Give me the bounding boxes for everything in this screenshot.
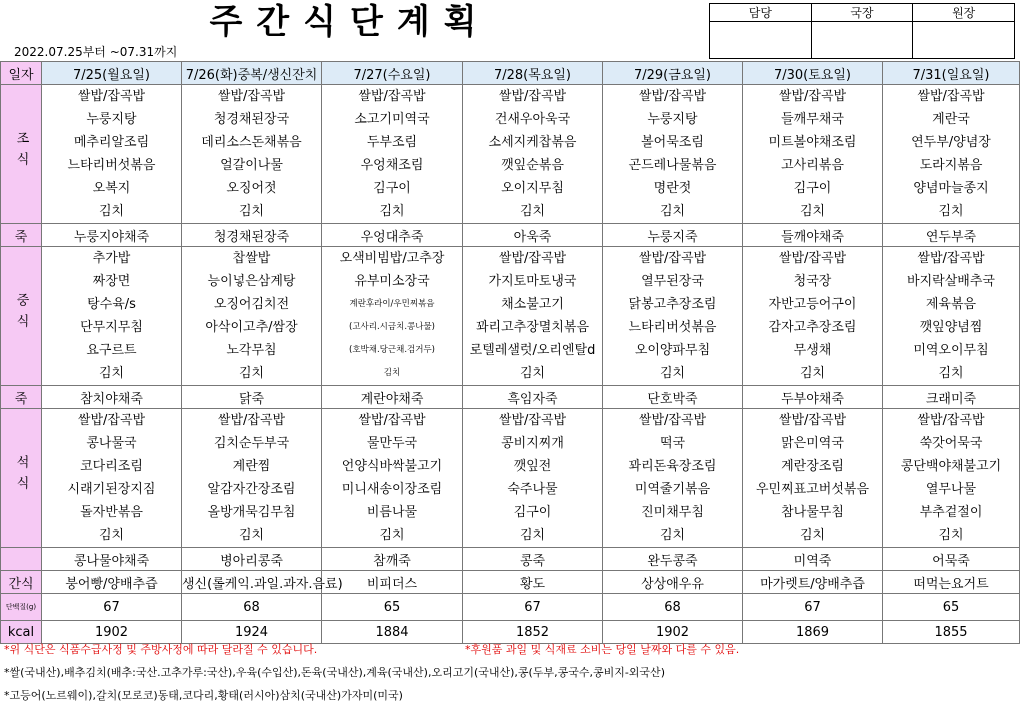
porridge1-cell: 들깨야채죽 — [743, 224, 883, 247]
day-header: 7/29(금요일) — [603, 62, 743, 85]
lunch-label — [1, 247, 42, 386]
kcal-cell: 1902 — [42, 621, 182, 644]
note-donation: *후원품 과일 및 식재료 소비는 당일 날짜와 다를 수 있음. — [465, 643, 740, 656]
porridge3-cell: 미역죽 — [743, 548, 883, 571]
porridge3-cell: 어묵죽 — [883, 548, 1020, 571]
breakfast-label-text: 조식 — [13, 131, 29, 173]
period-label: 2022.07.25부터 ~07.31까지 — [14, 45, 178, 59]
menu-item: 돌자반볶음 — [80, 505, 143, 520]
menu-item: 오색비빔밥/고추장 — [339, 251, 445, 266]
approval-box — [709, 3, 1015, 59]
menu-item: 청경채된장국 — [213, 112, 290, 127]
snack-row — [1, 571, 1020, 594]
menu-item: 고사리볶음 — [781, 158, 844, 173]
menu-item: 오복지 — [92, 181, 131, 196]
menu-item: 쌀밥/잡곡밥 — [358, 89, 426, 104]
menu-item: 추가밥 — [92, 251, 131, 266]
menu-item: 누룽지탕 — [86, 112, 137, 127]
snack-cell: 비피더스 — [322, 571, 463, 594]
porridge1-cell: 우엉대추죽 — [322, 224, 463, 247]
day-header: 7/27(수요일) — [322, 62, 463, 85]
approval-label-manager: 담당 — [710, 4, 812, 22]
menu-item: 쑥갓어묵국 — [919, 436, 983, 451]
menu-item: 채소불고기 — [501, 297, 564, 312]
snack-cell: 붕어빵/양배추즙 — [42, 571, 182, 594]
menu-item: 물만두국 — [366, 436, 418, 451]
menu-item: 김치 — [98, 528, 125, 543]
porridge2-cell: 닭죽 — [182, 386, 322, 409]
porridge1-cell: 누룽지죽 — [603, 224, 743, 247]
menu-item: 김치 — [938, 528, 964, 543]
menu-item: 깻잎양념찜 — [919, 320, 983, 335]
menu-item: 떡국 — [659, 436, 686, 451]
lunch-cell — [463, 247, 603, 386]
menu-item: 쌀밥/잡곡밥 — [77, 413, 146, 428]
menu-item: 소고기미역국 — [354, 112, 430, 127]
approval-sign-head[interactable] — [913, 22, 1015, 59]
kcal-label: kcal — [1, 621, 42, 644]
protein-cell: 68 — [603, 594, 743, 621]
menu-item: 김치 — [519, 204, 546, 219]
porridge3-cell: 병아리콩죽 — [182, 548, 322, 571]
menu-item: 쌀밥/잡곡밥 — [358, 413, 426, 428]
menu-item: 느타리버섯볶음 — [628, 320, 717, 335]
menu-item: 쌀밥/잡곡밥 — [217, 413, 286, 428]
breakfast-row — [1, 85, 1020, 224]
menu-item: 진미채무침 — [641, 505, 704, 520]
porridge3-cell: 완두콩죽 — [603, 548, 743, 571]
protein-row — [1, 594, 1020, 621]
menu-item: 김치 — [238, 204, 265, 219]
porridge1-cell: 연두부죽 — [883, 224, 1020, 247]
menu-item: 올방개묵김무침 — [207, 505, 296, 520]
kcal-cell: 1924 — [182, 621, 322, 644]
menu-item: 비름나물 — [366, 505, 418, 520]
porridge-row-3 — [1, 548, 1020, 571]
menu-item: 김치 — [379, 528, 405, 543]
day-header: 7/26(화)중복/생신잔치 — [182, 62, 322, 85]
menu-item: 김치 — [938, 366, 964, 381]
snack-cell: 마가렛트/양배추즙 — [743, 571, 883, 594]
lunch-cell — [322, 247, 463, 386]
menu-item: 김치 — [799, 204, 826, 219]
menu-item: 김치 — [659, 366, 686, 381]
menu-item: 미니새송이장조림 — [341, 482, 443, 497]
lunch-cell — [883, 247, 1020, 386]
menu-item: 닭봉고추장조림 — [628, 297, 717, 312]
breakfast-cell — [182, 85, 322, 224]
day-header: 7/31(일요일) — [883, 62, 1020, 85]
note-origin-meat: *쌀(국내산),배추김치(배추:국산.고추가루:국산),우육(수입산),돈육(국내산),계육(국내산),오리고기(국내산),콩(두부,콩국수,콩비지-외국산) — [4, 666, 665, 679]
menu-item: 김치 — [659, 204, 686, 219]
menu-item: 미트볼야채조림 — [768, 135, 857, 150]
dinner-label — [1, 409, 42, 548]
menu-item: 김치 — [799, 366, 826, 381]
menu-item: 김치 — [383, 368, 401, 378]
menu-item: 계란국 — [932, 112, 970, 127]
porridge1-label: 죽 — [1, 224, 42, 247]
menu-item: 김치 — [938, 204, 964, 219]
breakfast-label — [1, 85, 42, 224]
menu-item: 로텔레샐럿/오리엔탈d — [469, 343, 596, 358]
lunch-row — [1, 247, 1020, 386]
menu-item: 오이지무침 — [501, 181, 564, 196]
menu-item: 우엉채조림 — [360, 158, 424, 173]
protein-cell: 67 — [463, 594, 603, 621]
dinner-cell — [883, 409, 1020, 548]
menu-item: 김치 — [238, 528, 265, 543]
kcal-cell: 1852 — [463, 621, 603, 644]
menu-item: 쌀밥/잡곡밥 — [917, 89, 985, 104]
menu-item: 계란후라이/우민찌볶음 — [349, 299, 435, 309]
protein-cell: 67 — [743, 594, 883, 621]
porridge2-cell: 크래미죽 — [883, 386, 1020, 409]
menu-item: 김구이 — [513, 505, 552, 520]
porridge2-cell: 계란야채죽 — [322, 386, 463, 409]
menu-item: 데리소스돈채볶음 — [201, 135, 302, 150]
porridge3-cell: 콩나물야채죽 — [42, 548, 182, 571]
menu-item: 명란젓 — [653, 181, 692, 196]
menu-item: 탕수육/s — [87, 297, 136, 312]
menu-item: 누룽지탕 — [647, 112, 698, 127]
kcal-cell: 1855 — [883, 621, 1020, 644]
snack-cell: 상상애우유 — [603, 571, 743, 594]
menu-item: 유부미소장국 — [354, 274, 430, 289]
menu-item: 계란찜 — [232, 459, 271, 474]
menu-item: 미역오이무침 — [913, 343, 989, 358]
menu-item: (호박채.당근채.검거두) — [349, 345, 435, 355]
kcal-cell: 1869 — [743, 621, 883, 644]
dinner-cell — [603, 409, 743, 548]
menu-item: 미역줄기볶음 — [634, 482, 711, 497]
approval-label-director: 국장 — [811, 4, 913, 22]
snack-cell: 떠먹는요거트 — [883, 571, 1020, 594]
note-substitution: *위 식단은 식품수급사정 및 주방사정에 따라 달라질 수 있습니다. — [4, 643, 318, 656]
protein-cell: 67 — [42, 594, 182, 621]
menu-item: 우민찌표고버섯볶음 — [755, 482, 870, 497]
porridge-row-2 — [1, 386, 1020, 409]
menu-item: 열무된장국 — [641, 274, 704, 289]
snack-cell: 황도 — [463, 571, 603, 594]
protein-cell: 68 — [182, 594, 322, 621]
menu-item: 참나물무침 — [781, 505, 844, 520]
breakfast-cell — [603, 85, 743, 224]
menu-item: 짜장면 — [92, 274, 131, 289]
dinner-cell — [743, 409, 883, 548]
menu-item: 김구이 — [793, 181, 832, 196]
menu-item: 가지토마토냉국 — [488, 274, 577, 289]
porridge1-cell: 누룽지야채죽 — [42, 224, 182, 247]
menu-item: 콩나물국 — [86, 436, 137, 451]
menu-item: (고사리.시금치.콩나물) — [349, 322, 435, 332]
header-row — [1, 62, 1020, 85]
menu-item: 쌀밥/잡곡밥 — [638, 251, 707, 266]
dinner-label-text: 석식 — [13, 455, 29, 497]
page-title: 주간식단계획 — [209, 2, 491, 42]
breakfast-cell — [42, 85, 182, 224]
menu-item: 열무나물 — [925, 482, 977, 497]
menu-item: 언양식바싹불고기 — [341, 459, 443, 474]
menu-item: 건새우아욱국 — [494, 112, 571, 127]
menu-item: 쌀밥/잡곡밥 — [498, 89, 567, 104]
menu-item: 아삭이고추/쌈장 — [205, 320, 298, 335]
menu-item: 곤드레나물볶음 — [628, 158, 717, 173]
weekly-menu-table — [0, 61, 1020, 644]
menu-item: 두부조림 — [366, 135, 418, 150]
menu-item: 쌀밥/잡곡밥 — [778, 89, 847, 104]
porridge3-cell: 참깨죽 — [322, 548, 463, 571]
menu-item: 시래기된장지짐 — [67, 482, 156, 497]
snack-cell: 생신(롤케익.과일.과자.음료) — [182, 571, 322, 594]
menu-item: 감자고추장조림 — [768, 320, 857, 335]
porridge-row-1 — [1, 224, 1020, 247]
breakfast-cell — [743, 85, 883, 224]
porridge2-cell: 참치야채죽 — [42, 386, 182, 409]
breakfast-cell — [883, 85, 1020, 224]
menu-item: 자반고등어구이 — [768, 297, 857, 312]
menu-item: 깻잎전 — [513, 459, 552, 474]
menu-item: 도라지볶음 — [919, 158, 983, 173]
kcal-cell: 1902 — [603, 621, 743, 644]
menu-item: 요구르트 — [86, 343, 137, 358]
porridge2-cell: 두부야채죽 — [743, 386, 883, 409]
menu-item: 오이양파무침 — [634, 343, 711, 358]
menu-item: 쌀밥/잡곡밥 — [638, 413, 707, 428]
menu-item: 계란장조림 — [781, 459, 844, 474]
porridge1-cell: 청경채된장죽 — [182, 224, 322, 247]
menu-item: 쌀밥/잡곡밥 — [638, 89, 707, 104]
menu-item: 쌀밥/잡곡밥 — [778, 413, 847, 428]
menu-item: 소세지케찹볶음 — [488, 135, 577, 150]
approval-sign-manager[interactable] — [710, 22, 812, 59]
dinner-cell — [42, 409, 182, 548]
dinner-cell — [463, 409, 603, 548]
breakfast-cell — [463, 85, 603, 224]
menu-item: 김치 — [238, 366, 265, 381]
menu-item: 무생채 — [793, 343, 832, 358]
dinner-cell — [322, 409, 463, 548]
menu-item: 김치 — [519, 366, 546, 381]
kcal-cell: 1884 — [322, 621, 463, 644]
menu-item: 노각무침 — [226, 343, 277, 358]
menu-item: 맑은미역국 — [781, 436, 844, 451]
porridge3-label — [1, 548, 42, 571]
note-origin-fish: *고등어(노르웨이),갈치(모로코)동태,코다리,황태(러시아)삼치(국내산)가자미(미국) — [4, 689, 403, 702]
menu-item: 단무지무침 — [80, 320, 143, 335]
menu-item: 오징어김치전 — [213, 297, 290, 312]
menu-item: 쌀밥/잡곡밥 — [498, 251, 567, 266]
menu-item: 부추겉절이 — [919, 505, 983, 520]
menu-item: 메추리알조림 — [73, 135, 150, 150]
menu-item: 느타리버섯볶음 — [67, 158, 156, 173]
approval-label-head: 원장 — [913, 4, 1015, 22]
porridge2-label: 죽 — [1, 386, 42, 409]
lunch-cell — [42, 247, 182, 386]
porridge2-cell: 흑임자죽 — [463, 386, 603, 409]
menu-item: 들깨무채국 — [781, 112, 844, 127]
approval-sign-director[interactable] — [811, 22, 913, 59]
menu-item: 양념마늘종지 — [913, 181, 989, 196]
menu-item: 쌀밥/잡곡밥 — [498, 413, 567, 428]
menu-item: 꽈리고추장멸치볶음 — [475, 320, 590, 335]
menu-item: 바지락살배추국 — [907, 274, 995, 289]
breakfast-cell — [322, 85, 463, 224]
menu-item: 오징어젓 — [226, 181, 277, 196]
date-label: 일자 — [1, 62, 42, 85]
menu-item: 알감자간장조림 — [207, 482, 296, 497]
menu-item: 꽈리돈육장조림 — [628, 459, 717, 474]
menu-item: 깻잎순볶음 — [501, 158, 564, 173]
menu-item: 찹쌀밥 — [232, 251, 271, 266]
menu-item: 콩비지찌개 — [501, 436, 564, 451]
menu-item: 쌀밥/잡곡밥 — [917, 251, 985, 266]
day-header: 7/28(목요일) — [463, 62, 603, 85]
menu-item: 콩단백야채불고기 — [900, 459, 1002, 474]
porridge2-cell: 단호박죽 — [603, 386, 743, 409]
menu-item: 능이넣은삼계탕 — [207, 274, 296, 289]
menu-item: 김치 — [659, 528, 686, 543]
lunch-cell — [603, 247, 743, 386]
dinner-cell — [182, 409, 322, 548]
lunch-cell — [743, 247, 883, 386]
protein-label: 단백질(g) — [1, 594, 42, 621]
menu-item: 김치순두부국 — [213, 436, 290, 451]
menu-item: 김구이 — [373, 181, 411, 196]
menu-item: 코다리조림 — [80, 459, 143, 474]
menu-item: 쌀밥/잡곡밥 — [917, 413, 985, 428]
menu-item: 쌀밥/잡곡밥 — [778, 251, 847, 266]
day-header: 7/30(토요일) — [743, 62, 883, 85]
lunch-label-text: 중식 — [13, 293, 29, 335]
menu-item: 얼갈이나물 — [220, 158, 283, 173]
lunch-cell — [182, 247, 322, 386]
snack-label: 간식 — [1, 571, 42, 594]
dinner-row — [1, 409, 1020, 548]
menu-item: 김치 — [519, 528, 546, 543]
menu-item: 쌀밥/잡곡밥 — [77, 89, 146, 104]
menu-item: 제육볶음 — [925, 297, 977, 312]
menu-item: 숙주나물 — [507, 482, 558, 497]
menu-item: 쌀밥/잡곡밥 — [217, 89, 286, 104]
menu-item: 김치 — [98, 366, 125, 381]
menu-item: 김치 — [799, 528, 826, 543]
menu-item: 연두부/양념장 — [911, 135, 991, 150]
menu-item: 김치 — [379, 204, 405, 219]
porridge3-cell: 콩죽 — [463, 548, 603, 571]
day-header: 7/25(월요일) — [42, 62, 182, 85]
menu-item: 볼어묵조림 — [641, 135, 704, 150]
protein-cell: 65 — [322, 594, 463, 621]
protein-cell: 65 — [883, 594, 1020, 621]
menu-item: 김치 — [98, 204, 125, 219]
porridge1-cell: 아욱죽 — [463, 224, 603, 247]
menu-item: 청국장 — [793, 274, 832, 289]
